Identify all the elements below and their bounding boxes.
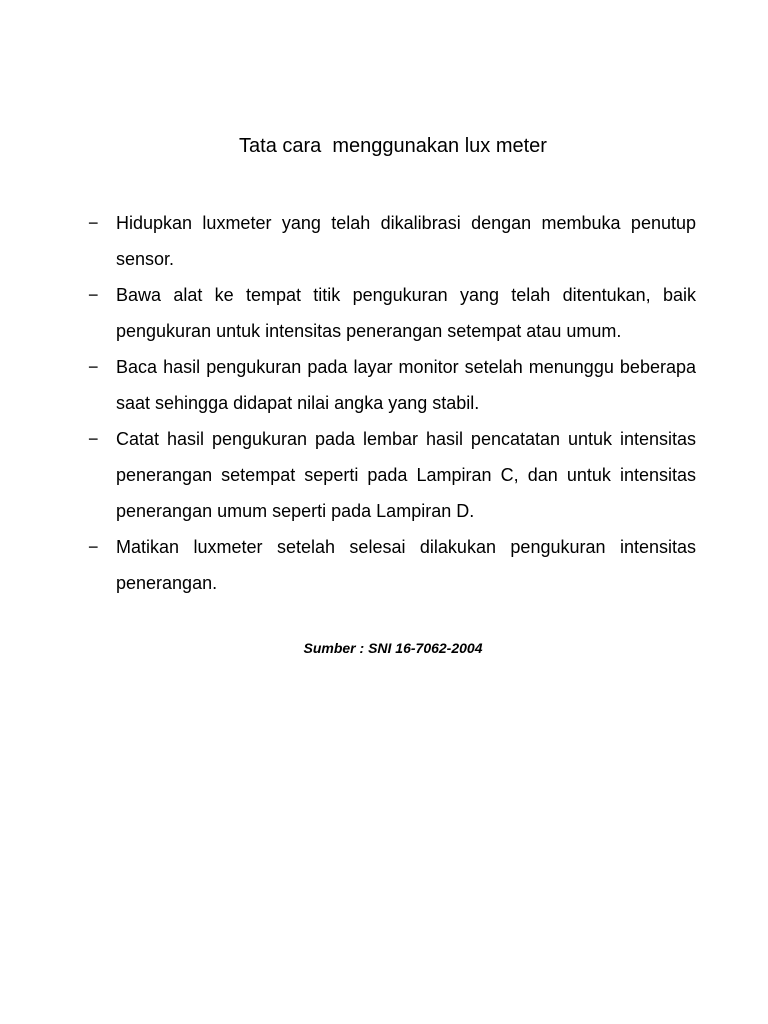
dash-bullet: − <box>88 537 99 557</box>
step-item <box>88 205 696 277</box>
step-text: Hidupkan luxmeter yang telah dikalibrasi dengan membuka penutup sensor. <box>116 213 696 269</box>
step-item <box>88 277 696 349</box>
step-text: Matikan luxmeter setelah selesai dilakukan pengukuran intensitas penerangan. <box>116 537 696 593</box>
step-item <box>88 421 696 529</box>
step-item <box>88 529 696 601</box>
steps-list <box>88 205 696 601</box>
step-item <box>88 349 696 421</box>
step-text: Baca hasil pengukuran pada layar monitor setelah menunggu beberapa saat sehingga didapat nilai angka yang stabil. <box>116 357 696 413</box>
source-citation: Sumber : SNI 16-7062-2004 <box>303 640 483 656</box>
step-text: Catat hasil pengukuran pada lembar hasil pencatatan untuk intensitas penerangan setempat seperti pada Lampiran C, dan untuk intensitas penerangan umum seperti pada Lampiran D. <box>116 429 696 521</box>
document-title: Tata cara menggunakan lux meter <box>239 135 547 157</box>
step-text: Bawa alat ke tempat titik pengukuran yang telah ditentukan, baik pengukuran untuk intensitas penerangan setempat atau umum. <box>116 285 696 341</box>
dash-bullet: − <box>88 429 99 449</box>
dash-bullet: − <box>88 357 99 377</box>
dash-bullet: − <box>88 285 99 305</box>
dash-bullet: − <box>88 213 99 233</box>
